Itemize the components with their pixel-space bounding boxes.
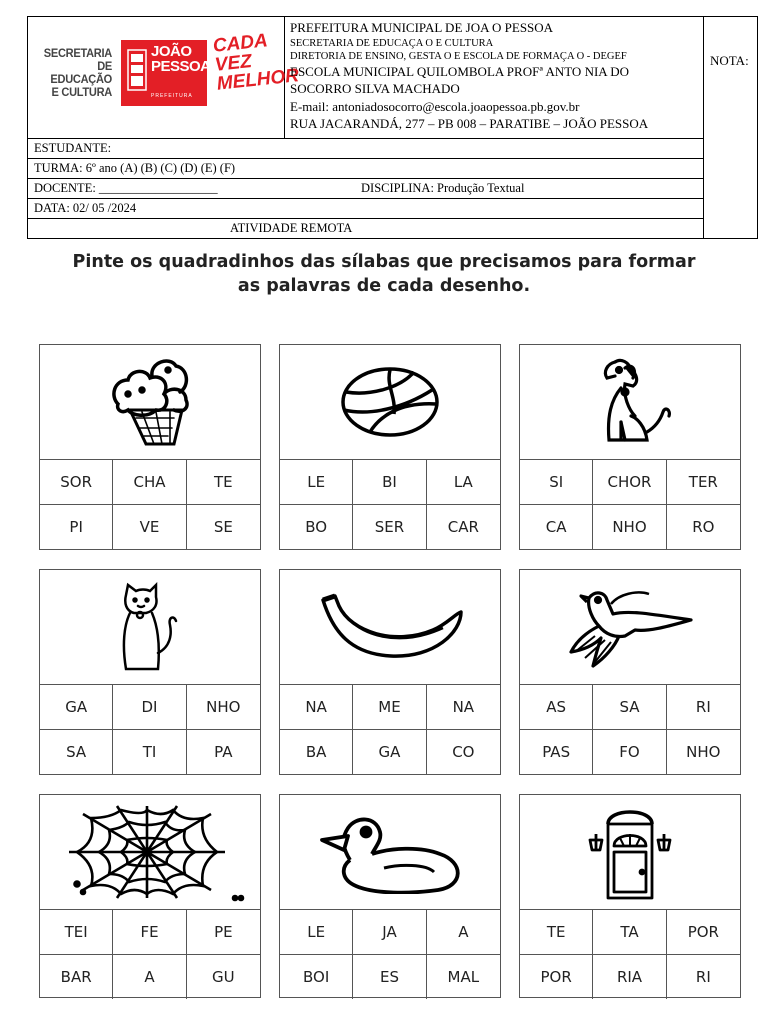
syllable-box[interactable]: BI [353,460,426,505]
picture-area [40,345,260,460]
bird-icon [565,584,695,670]
dog-icon [585,356,675,448]
syllable-box[interactable]: VE [113,505,186,550]
picture-area [520,570,740,685]
syllable-box[interactable]: POR [667,910,740,955]
syllable-box[interactable]: SER [353,505,426,550]
syllable-box[interactable]: FE [113,910,186,955]
secretaria-logo-text: SECRETARIA DE EDUCAÇÃO E CULTURA [43,46,112,99]
syllable-box[interactable]: BAR [40,955,113,1000]
picture-area [280,570,500,685]
syllable-box[interactable]: TE [187,460,260,505]
prefeitura-sub: PREFEITURA [151,93,193,99]
ball-icon [340,366,440,438]
inst-line-secretaria: SECRETARIA DE EDUCAÇA O E CULTURA [290,37,494,49]
disciplina-field: DISCIPLINA: Produção Textual [361,181,525,195]
syllable-box[interactable]: BA [280,730,353,775]
syllable-grid [280,910,500,999]
logo-area [28,17,300,138]
syllable-box[interactable]: A [427,910,500,955]
banana-icon [315,592,465,662]
inst-line-email: E-mail: antoniadosocorro@escola.joaopessoa.pb.gov.br [290,98,580,114]
syllable-box[interactable]: FO [593,730,666,775]
picture-area [280,795,500,910]
instruction-line-1: Pinte os quadradinhos das sílabas que precisamos para formar [72,252,696,272]
nota-label: NOTA: [710,53,749,68]
syllable-box[interactable]: CAR [447,517,479,536]
inst-line-escola: ESCOLA MUNICIPAL QUILOMBOLA PROFª ANTO NIA DO [290,63,629,79]
syllable-box[interactable]: LE [280,460,353,505]
syllable-box[interactable]: NHO [187,685,260,730]
picture-area [520,795,740,910]
syllable-grid [520,460,740,549]
syllable-box[interactable]: JA [353,910,426,955]
syllable-box[interactable]: NHO [593,505,666,550]
syllable-grid [40,685,260,774]
syllable-box[interactable]: BOI [280,955,353,1000]
syllable-box[interactable]: DI [113,685,186,730]
joao-pessoa-logo [121,40,211,106]
ice-cream-icon [108,356,192,448]
exercise-card [279,569,501,775]
syllable-box[interactable]: AS [520,685,593,730]
syllable-grid [280,685,500,774]
exercise-card [39,344,261,550]
syllable-box[interactable]: TA [593,910,666,955]
exercise-card [519,344,741,550]
syllable-box[interactable]: NA [280,685,353,730]
syllable-box[interactable]: A [113,955,186,1000]
syllable-box[interactable]: CHA [113,460,186,505]
header-table [27,16,758,239]
syllable-box[interactable]: TER [667,460,740,505]
syllable-box[interactable]: SOR [40,460,113,505]
atividade-label: ATIVIDADE REMOTA [230,221,353,235]
syllable-box[interactable]: NA [427,685,500,730]
slogan-text: CADA VEZ MELHOR [211,30,300,95]
cat-icon [110,581,190,673]
syllable-box[interactable]: TE [520,910,593,955]
instruction-line-2: as palavras de cada desenho. [237,276,531,296]
syllable-box[interactable]: TI [113,730,186,775]
syllable-box[interactable]: PI [40,505,113,550]
syllable-box[interactable]: NHO [686,742,721,761]
exercise-card [279,794,501,998]
inst-line-prefeitura: PREFEITURA MUNICIPAL DE JOA O PESSOA [290,20,554,35]
syllable-grid [280,460,500,549]
syllable-box[interactable]: SA [40,730,113,775]
syllable-box[interactable]: ME [353,685,426,730]
syllable-box[interactable]: SI [520,460,593,505]
exercise-card [39,794,261,998]
syllable-box[interactable]: GU [212,967,235,986]
picture-area [40,570,260,685]
duck-float-icon [310,810,470,894]
syllable-grid [520,685,740,774]
syllable-grid [40,910,260,999]
city-crest-icon [127,48,147,94]
syllable-box[interactable]: GA [353,730,426,775]
syllable-box[interactable]: RO [692,517,715,536]
syllable-grid [520,910,740,999]
instruction-title [20,250,748,298]
syllable-box[interactable]: LA [427,460,500,505]
syllable-box[interactable]: TEI [40,910,113,955]
picture-area [520,345,740,460]
estudante-field[interactable]: ESTUDANTE: [34,141,112,155]
syllable-box[interactable]: RI [667,685,740,730]
exercise-card [39,569,261,775]
exercise-card [519,794,741,998]
syllable-box[interactable]: CHOR [593,460,666,505]
inst-line-diretoria: DIRETORIA DE ENSINO, GESTA O E ESCOLA DE FORMAÇA O - DEGEF [290,50,627,62]
spider-web-icon [55,800,245,904]
syllable-box[interactable]: SE [213,517,233,536]
syllable-box[interactable]: CA [520,505,593,550]
syllable-box[interactable]: GA [40,685,113,730]
inst-line-escola-cont: SOCORRO SILVA MACHADO [290,81,460,96]
inst-line-address: RUA JACARANDÁ, 277 – PB 008 – PARATIBE – JOÃO PESSOA [290,116,649,131]
syllable-box[interactable]: POR [520,955,593,1000]
syllable-grid [40,460,260,549]
syllable-box[interactable]: BO [280,505,353,550]
syllable-box[interactable]: CO [452,742,475,761]
syllable-box[interactable]: PAS [520,730,593,775]
institution-block [290,19,702,133]
turma-field: TURMA: 6º ano (A) (B) (C) (D) (E) (F) [34,161,236,175]
syllable-box[interactable]: SA [593,685,666,730]
door-icon [582,804,678,900]
syllable-box[interactable]: RIA [593,955,666,1000]
syllable-box[interactable]: PE [187,910,260,955]
syllable-box[interactable]: MAL [447,967,480,986]
picture-area [40,795,260,910]
exercise-card [519,569,741,775]
syllable-box[interactable]: RI [695,967,711,986]
syllable-box[interactable]: PA [214,742,233,761]
data-field: DATA: 02/ 05 /2024 [34,201,137,215]
exercise-card [279,344,501,550]
docente-field[interactable]: DOCENTE: ___________________ [34,181,218,195]
joao-pessoa-name: JOÃO PESSOA [151,43,211,75]
syllable-box[interactable]: ES [353,955,426,1000]
picture-area [280,345,500,460]
syllable-box[interactable]: LE [280,910,353,955]
